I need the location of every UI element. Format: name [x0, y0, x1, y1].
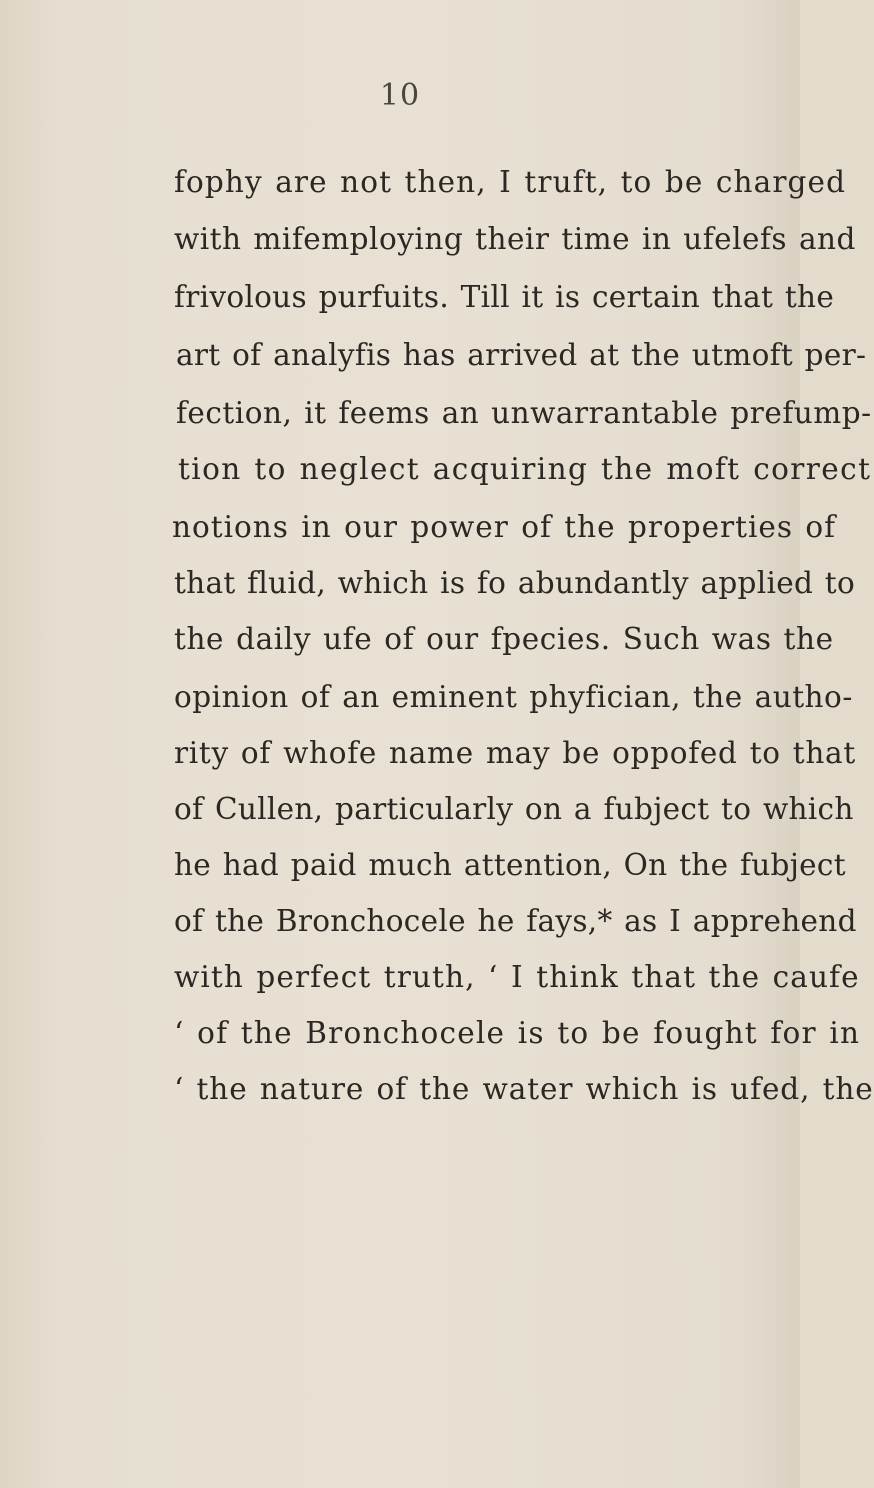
- text-line: ‘ the nature of the water which is ufed, the: [174, 1072, 874, 1106]
- page-number: 10: [379, 78, 421, 113]
- text-line: tion to neglect acquiring the moft correct: [178, 452, 872, 486]
- text-line: fection, it feems an unwarrantable prefump-: [176, 396, 872, 430]
- text-line: frivolous purfuits. Till it is certain that the: [174, 280, 835, 314]
- text-line: of Cullen, particularly on a fubject to which: [174, 792, 854, 826]
- text-line: he had paid much attention, On the fubject: [174, 848, 846, 882]
- text-line: opinion of an eminent phyfician, the autho-: [174, 680, 853, 714]
- text-line: fophy are not then, I truft, to be charged: [174, 165, 847, 199]
- text-line: with perfect truth, ‘ I think that the caufe: [174, 960, 860, 994]
- text-line: art of analyfis has arrived at the utmoft per-: [176, 338, 867, 372]
- text-line: the daily ufe of our fpecies. Such was the: [174, 622, 834, 656]
- text-line: rity of whofe name may be oppofed to that: [174, 736, 856, 770]
- text-line: that fluid, which is fo abundantly applied to: [174, 566, 856, 600]
- text-line: notions in our power of the properties of: [172, 510, 837, 544]
- text-line: of the Bronchocele he fays,* as I apprehend: [174, 904, 857, 938]
- text-line: with mifemploying their time in ufelefs and: [174, 222, 856, 256]
- text-line: ‘ of the Bronchocele is to be fought for in: [174, 1016, 861, 1050]
